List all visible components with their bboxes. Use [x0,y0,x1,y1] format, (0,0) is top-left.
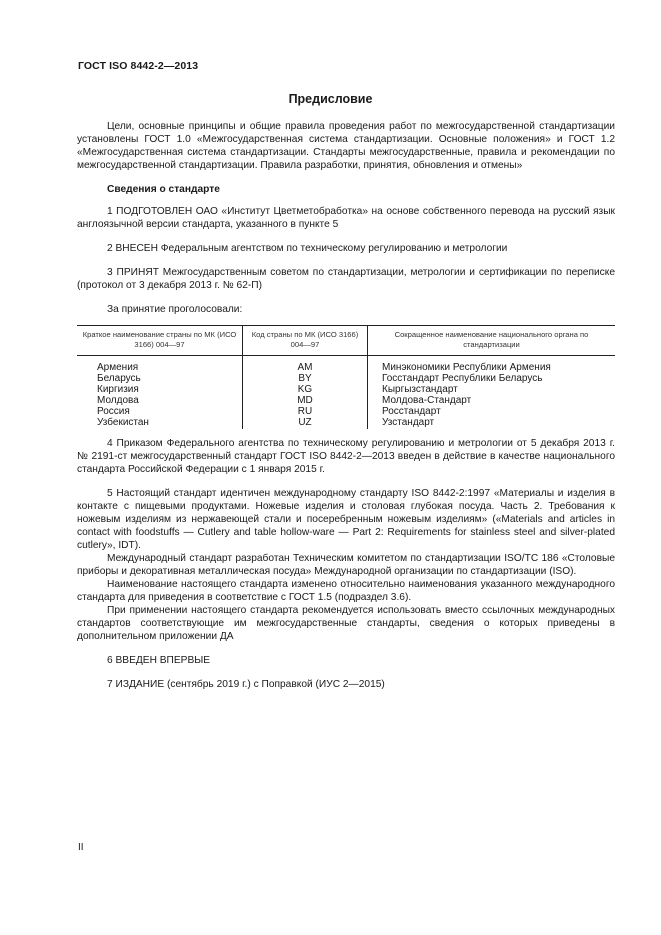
item-5-paragraph-3: Наименование настоящего стандарта изменено относительно наименования указанного международного стандарта для приведения в соответствие с ГОСТ 1.5 (подраздел 3.6). [77,579,615,603]
document-body [77,120,615,702]
code-cell: MD [243,395,368,406]
item-3: 3 ПРИНЯТ Межгосударственным советом по стандартизации, метрологии и сертификации по переписке (протокол от 3 декабря 2013 г. № 62-П) [77,267,615,291]
country-cell: Армения [97,362,139,373]
item-2: 2 ВНЕСЕН Федеральным агентством по техническому регулированию и метрологии [107,243,508,254]
country-cell: Молдова [97,395,139,406]
countries-table [77,325,615,429]
item-5-paragraph-2: Международный стандарт разработан Техническим комитетом по стандартизации ISO/TC 186 «Столовые приборы и декоративная металлическая посуда» Международной организации по стандартизации (ISO). [77,553,615,577]
column-header-code: Код страны по МК (ИСО 3166) 004—97 [243,326,368,356]
item-5-paragraph-4: При применении настоящего стандарта рекомендуется использовать вместо ссылочных международных стандартов соответствующие им межгосударственные стандарты, сведения о которых приведены в дополнительном приложении ДА [77,605,615,642]
item-4: 4 Приказом Федерального агентства по техническому регулированию и метрологии от 5 декабря 2013 г. № 2191-ст межгосударственный стандарт ГОСТ ISO 8442-2—2013 введен в действие в качестве национального стандарта Российской Федерации с 1 января 2015 г. [77,438,615,475]
table-row [77,406,615,417]
body-cell: Госстандарт Республики Беларусь [368,373,616,384]
info-heading: Сведения о стандарте [107,184,220,195]
vote-intro: За принятие проголосовали: [107,304,243,315]
table-row [77,395,615,406]
table-row [77,384,615,395]
code-cell: AM [243,356,368,374]
country-cell: Россия [97,406,130,417]
page-title: Предисловие [288,92,373,106]
code-cell: BY [243,373,368,384]
table-row [77,373,615,384]
code-cell: RU [243,406,368,417]
code-cell: UZ [243,417,368,429]
page-number: II [78,842,84,853]
item-6: 6 ВВЕДЕН ВПЕРВЫЕ [107,655,211,666]
table-row [77,356,615,374]
column-header-body: Сокращенное наименование национального органа по стандартизации [368,326,616,356]
body-cell: Узстандарт [368,417,616,429]
item-5-paragraph-1: 5 Настоящий стандарт идентичен международному стандарту ISO 8442-2:1997 «Материалы и изделия в контакте с пищевыми продуктами. Ножевые изделия и столовая глубокая посуда. Часть 2. Требования к ножевым изделиям из нержавеющей стали и посеребренным ножевым изделиям» («Materials and articles in contact with foodstuffs — Cutlery and table hollow-ware — Part 2: Requirements for stainless steel and silver-plated cutlery», IDT). [77,488,615,551]
country-cell: Узбекистан [97,417,149,428]
preface-paragraph: Цели, основные принципы и общие правила проведения работ по межгосударственной стандартизации установлены ГОСТ 1.0 «Межгосударственная система стандартизации. Основные положения» и ГОСТ 1.2 «Межгосударственная система стандартизации. Стандарты межгосударственные, правила и рекомендации по межгосударственной стандартизации. Правила разработки, принятия, обновления и отмены» [77,121,615,171]
body-cell: Росстандарт [368,406,616,417]
country-cell: Беларусь [97,373,141,384]
item-7: 7 ИЗДАНИЕ (сентябрь 2019 г.) с Поправкой (ИУС 2—2015) [107,679,385,690]
body-cell: Молдова-Стандарт [368,395,616,406]
body-cell: Минэкономики Республики Армения [368,356,616,374]
code-cell: KG [243,384,368,395]
item-1: 1 ПОДГОТОВЛЕН ОАО «Институт Цветметобработка» на основе собственного перевода на русский язык англоязычной версии стандарта, указанного в пункте 5 [77,206,615,230]
table-row [77,417,615,429]
column-header-country: Краткое наименование страны по МК (ИСО 3166) 004—97 [77,326,243,356]
document-header: ГОСТ ISO 8442-2—2013 [78,60,199,72]
country-cell: Киргизия [97,384,139,395]
table-header-row [77,326,615,356]
body-cell: Кыргызстандарт [368,384,616,395]
